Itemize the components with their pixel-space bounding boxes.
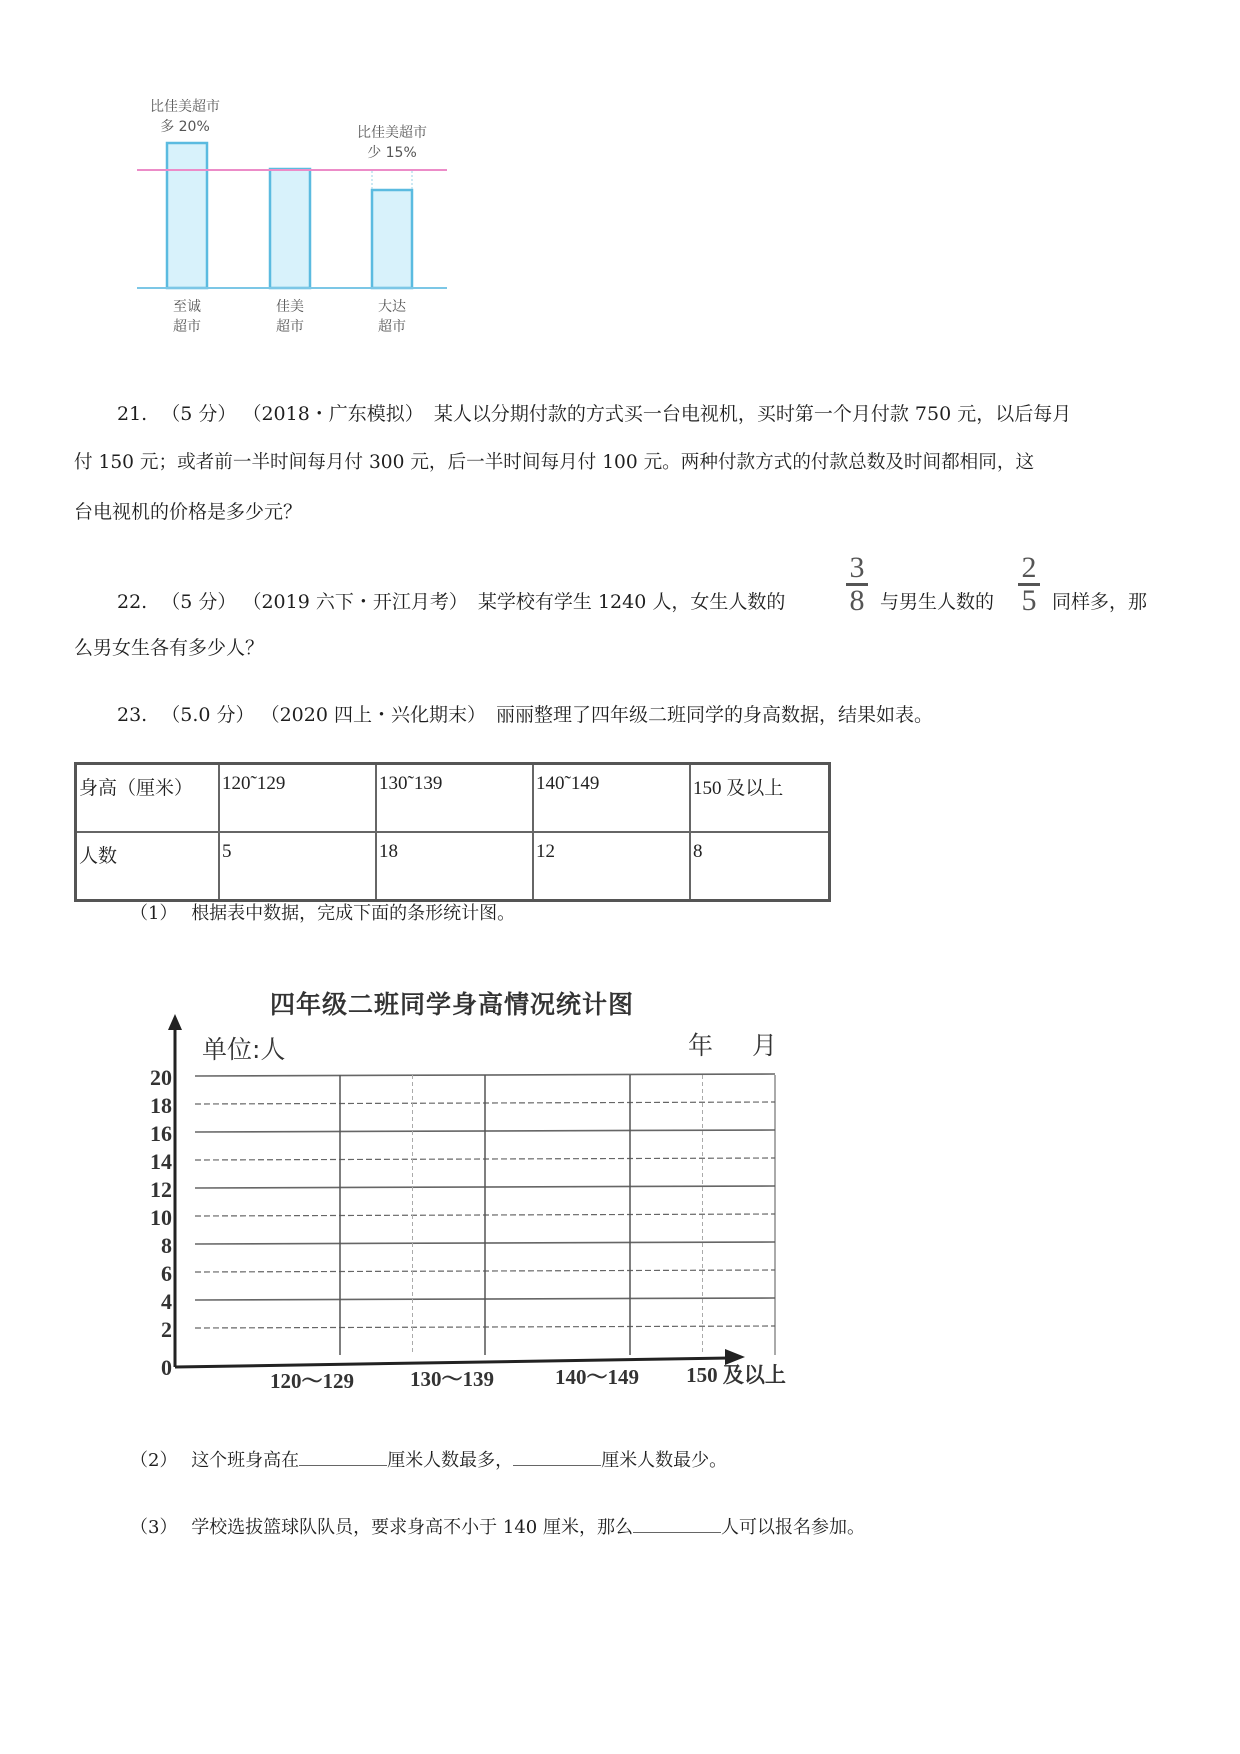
q21-line1	[117, 402, 1071, 426]
y-tick-label: 2	[161, 1317, 172, 1342]
label-zhicheng	[147, 297, 227, 337]
note-zhicheng-line1: 比佳美超市	[150, 99, 220, 115]
q23-sub2-text-c: 厘米人数最少。	[601, 1450, 728, 1471]
q23-sub1-text: 根据表中数据，完成下面的条形统计图。	[191, 903, 516, 924]
table-cell: 140˜149	[533, 764, 690, 833]
answer-blank-most[interactable]	[299, 1447, 387, 1466]
table-cell: 150 及以上	[690, 764, 830, 833]
table-row-count	[76, 832, 830, 901]
y-tick-label: 0	[161, 1355, 172, 1380]
table-cell: 18	[376, 832, 533, 901]
x-tick-label: 120～129	[270, 1369, 354, 1393]
label-dada	[352, 297, 432, 337]
y-tick-label: 8	[161, 1233, 172, 1258]
x-tick-label: 150 及以上	[686, 1363, 786, 1387]
q21-score: （5 分）	[161, 403, 237, 425]
table-cell: 身高（厘米）	[76, 764, 220, 833]
height-bar-chart[interactable]	[120, 1000, 980, 1420]
q23-sub3	[130, 1514, 865, 1540]
table-cell: 人数	[76, 832, 220, 901]
label-jiamei-line1: 佳美	[276, 299, 304, 315]
chart-month-label: 月	[752, 1031, 778, 1060]
q23-sub2	[130, 1447, 727, 1473]
table-row-header	[76, 764, 830, 833]
y-tick-label: 10	[150, 1205, 172, 1230]
fraction-2-5-numerator: 2	[1021, 551, 1037, 584]
q23-sub1	[130, 902, 515, 926]
label-dada-line1: 大达	[378, 299, 406, 315]
y-axis-arrow-icon	[168, 1014, 182, 1030]
y-tick-label: 20	[150, 1065, 172, 1090]
q23-text: 丽丽整理了四年级二班同学的身高数据，结果如表。	[496, 704, 934, 726]
chart-grid	[195, 1074, 775, 1355]
table-cell: 8	[690, 832, 830, 901]
label-zhicheng-line2: 超市	[173, 319, 201, 335]
x-tick-label: 130～139	[410, 1367, 494, 1391]
q22-text-a: 某学校有学生 1240 人，女生人数的	[477, 591, 786, 613]
height-data-table	[74, 762, 831, 902]
q23-sub3-text-a: 学校选拔篮球队队员，要求身高不小于 140 厘米，那么	[191, 1517, 633, 1538]
q21-source: （2018・广东模拟）	[242, 403, 424, 425]
fraction-3-8	[846, 551, 868, 617]
note-zhicheng-line2: 多 20%	[160, 119, 210, 135]
y-tick-label: 16	[150, 1121, 172, 1146]
chart-unit-label: 单位:人	[202, 1035, 286, 1064]
y-tick-label: 14	[150, 1149, 172, 1174]
table-cell: 5	[219, 832, 376, 901]
q23-sub2-text-b: 厘米人数最多，	[387, 1450, 514, 1471]
y-tick-label: 18	[150, 1093, 172, 1118]
supermarket-figure	[120, 95, 460, 345]
q21-line2: 付 150 元；或者前一半时间每月付 300 元，后一半时间每月付 100 元。两种付款方式的付款总数及时间都相同，这	[74, 452, 1035, 473]
q22-text-b: 与男生人数的	[880, 591, 995, 613]
q21-text-line1: 某人以分期付款的方式买一台电视机，买时第一个月付款 750 元，以后每月	[433, 403, 1072, 425]
label-dada-line2: 超市	[378, 319, 406, 335]
label-jiamei-line2: 超市	[276, 319, 304, 335]
chart-title: 四年级二班同学身高情况统计图	[270, 990, 635, 1019]
note-zhicheng	[130, 97, 240, 137]
q23-score: （5.0 分）	[161, 704, 255, 726]
q22-score: （5 分）	[161, 591, 237, 613]
chart-axes	[168, 1014, 745, 1367]
table-cell: 120˜129	[219, 764, 376, 833]
bar-dada	[372, 190, 412, 288]
table-cell: 12	[533, 832, 690, 901]
q22-source: （2019 六下・开江月考）	[242, 591, 468, 613]
q23-sub2-text-a: 这个班身高在	[191, 1450, 300, 1471]
q23-source: （2020 四上・兴化期末）	[260, 704, 486, 726]
note-dada-line2: 少 15%	[367, 145, 417, 161]
bar-jiamei	[270, 169, 310, 288]
q23-sub1-label: （1）	[130, 903, 178, 924]
answer-blank-count[interactable]	[633, 1514, 721, 1533]
bar-zhicheng	[167, 143, 207, 288]
answer-blank-least[interactable]	[513, 1447, 601, 1466]
fraction-3-8-numerator: 3	[849, 551, 865, 584]
y-tick-label: 4	[161, 1289, 172, 1314]
fraction-2-5-denominator: 5	[1021, 584, 1037, 617]
q22-text-c: 同样多，那	[1052, 591, 1148, 613]
q21-number: 21.	[117, 403, 148, 425]
fraction-3-8-denominator: 8	[849, 584, 865, 617]
x-tick-label: 140～149	[555, 1365, 639, 1389]
q22-number: 22.	[117, 591, 148, 613]
q23-sub2-label: （2）	[130, 1450, 178, 1471]
q23-line1	[117, 703, 933, 727]
q23-sub3-label: （3）	[130, 1517, 178, 1538]
y-tick-label: 6	[161, 1261, 172, 1286]
q23-number: 23.	[117, 704, 148, 726]
fraction-2-5	[1018, 551, 1040, 617]
label-zhicheng-line1: 至诚	[173, 299, 201, 315]
q23-sub3-text-b: 人可以报名参加。	[721, 1517, 865, 1538]
table-cell: 130˜139	[376, 764, 533, 833]
note-dada	[332, 123, 452, 163]
q22-line1	[117, 590, 785, 614]
note-dada-line1: 比佳美超市	[357, 125, 427, 141]
q21-line3: 台电视机的价格是多少元？	[74, 501, 303, 523]
chart-year-label: 年	[688, 1031, 714, 1060]
label-jiamei	[250, 297, 330, 337]
y-tick-label: 12	[150, 1177, 172, 1202]
q22-line2: 么男女生各有多少人？	[74, 637, 265, 659]
